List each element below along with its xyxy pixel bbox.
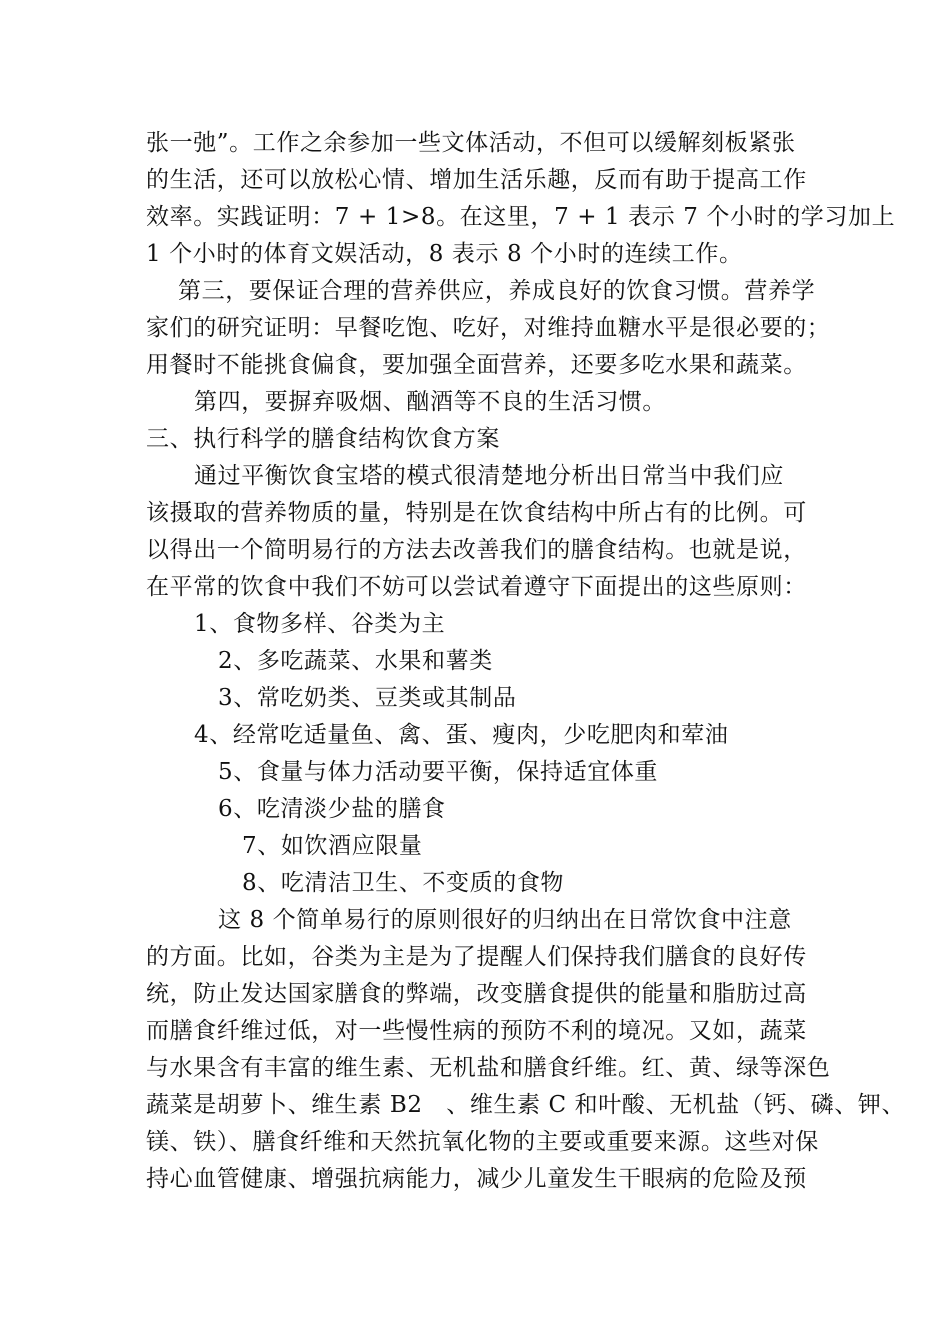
paragraph-line: 这 8 个简单易行的原则很好的归纳出在日常饮食中注意 — [218, 907, 792, 933]
paragraph-line: 家们的研究证明：早餐吃饱、吃好，对维持血糖水平是很必要的； — [146, 315, 831, 341]
paragraph-line: 用餐时不能挑食偏食，要加强全面营养，还要多吃水果和蔬菜。 — [146, 352, 807, 378]
paragraph-line: 第三，要保证合理的营养供应，养成良好的饮食习惯。营养学 — [178, 278, 816, 304]
list-item: 2、多吃蔬菜、水果和薯类 — [218, 648, 493, 674]
paragraph-line: 的生活，还可以放松心情、增加生活乐趣，反而有助于提高工作 — [146, 167, 807, 193]
paragraph-line: 而膳食纤维过低，对一些慢性病的预防不利的境况。又如，蔬菜 — [146, 1018, 807, 1044]
section-heading: 三、执行科学的膳食结构饮食方案 — [146, 426, 500, 452]
paragraph-line: 镁、铁）、膳食纤维和天然抗氧化物的主要或重要来源。这些对保 — [146, 1129, 819, 1155]
paragraph-line: 蔬菜是胡萝卜、维生素 B2 、维生素 C 和叶酸、无机盐（钙、磷、钾、 — [146, 1092, 906, 1118]
list-item: 7、如饮酒应限量 — [242, 833, 423, 859]
list-item: 3、常吃奶类、豆类或其制品 — [218, 685, 517, 711]
list-item: 8、吃清洁卫生、不变质的食物 — [242, 870, 565, 896]
list-item: 4、经常吃适量鱼、禽、蛋、瘦肉，少吃肥肉和荤油 — [194, 722, 729, 748]
paragraph-line: 持心血管健康、增强抗病能力，减少儿童发生干眼病的危险及预 — [146, 1166, 807, 1192]
paragraph-line: 以得出一个简明易行的方法去改善我们的膳食结构。也就是说， — [146, 537, 807, 563]
paragraph-line: 与水果含有丰富的维生素、无机盐和膳食纤维。红、黄、绿等深色 — [146, 1055, 831, 1081]
paragraph-line: 的方面。比如，谷类为主是为了提醒人们保持我们膳食的良好传 — [146, 944, 807, 970]
list-item: 5、食量与体力活动要平衡，保持适宜体重 — [218, 759, 659, 785]
paragraph-line: 效率。实践证明：7 + 1>8。在这里，7 + 1 表示 7 个小时的学习加上 — [146, 204, 896, 230]
paragraph-line: 在平常的饮食中我们不妨可以尝试着遵守下面提出的这些原则： — [146, 574, 807, 600]
paragraph-line: 1 个小时的体育文娱活动，8 表示 8 个小时的连续工作。 — [146, 241, 743, 267]
paragraph-line: 统，防止发达国家膳食的弊端，改变膳食提供的能量和脂肪过高 — [146, 981, 807, 1007]
paragraph-line: 张一弛”。工作之余参加一些文体活动，不但可以缓解刻板紧张 — [146, 130, 796, 156]
list-item: 1、食物多样、谷类为主 — [194, 611, 446, 637]
paragraph-line: 通过平衡饮食宝塔的模式很清楚地分析出日常当中我们应 — [194, 463, 784, 489]
list-item: 6、吃清淡少盐的膳食 — [218, 796, 446, 822]
paragraph-line: 第四，要摒弃吸烟、酗酒等不良的生活习惯。 — [194, 389, 666, 415]
paragraph-line: 该摄取的营养物质的量，特别是在饮食结构中所占有的比例。可 — [146, 500, 807, 526]
